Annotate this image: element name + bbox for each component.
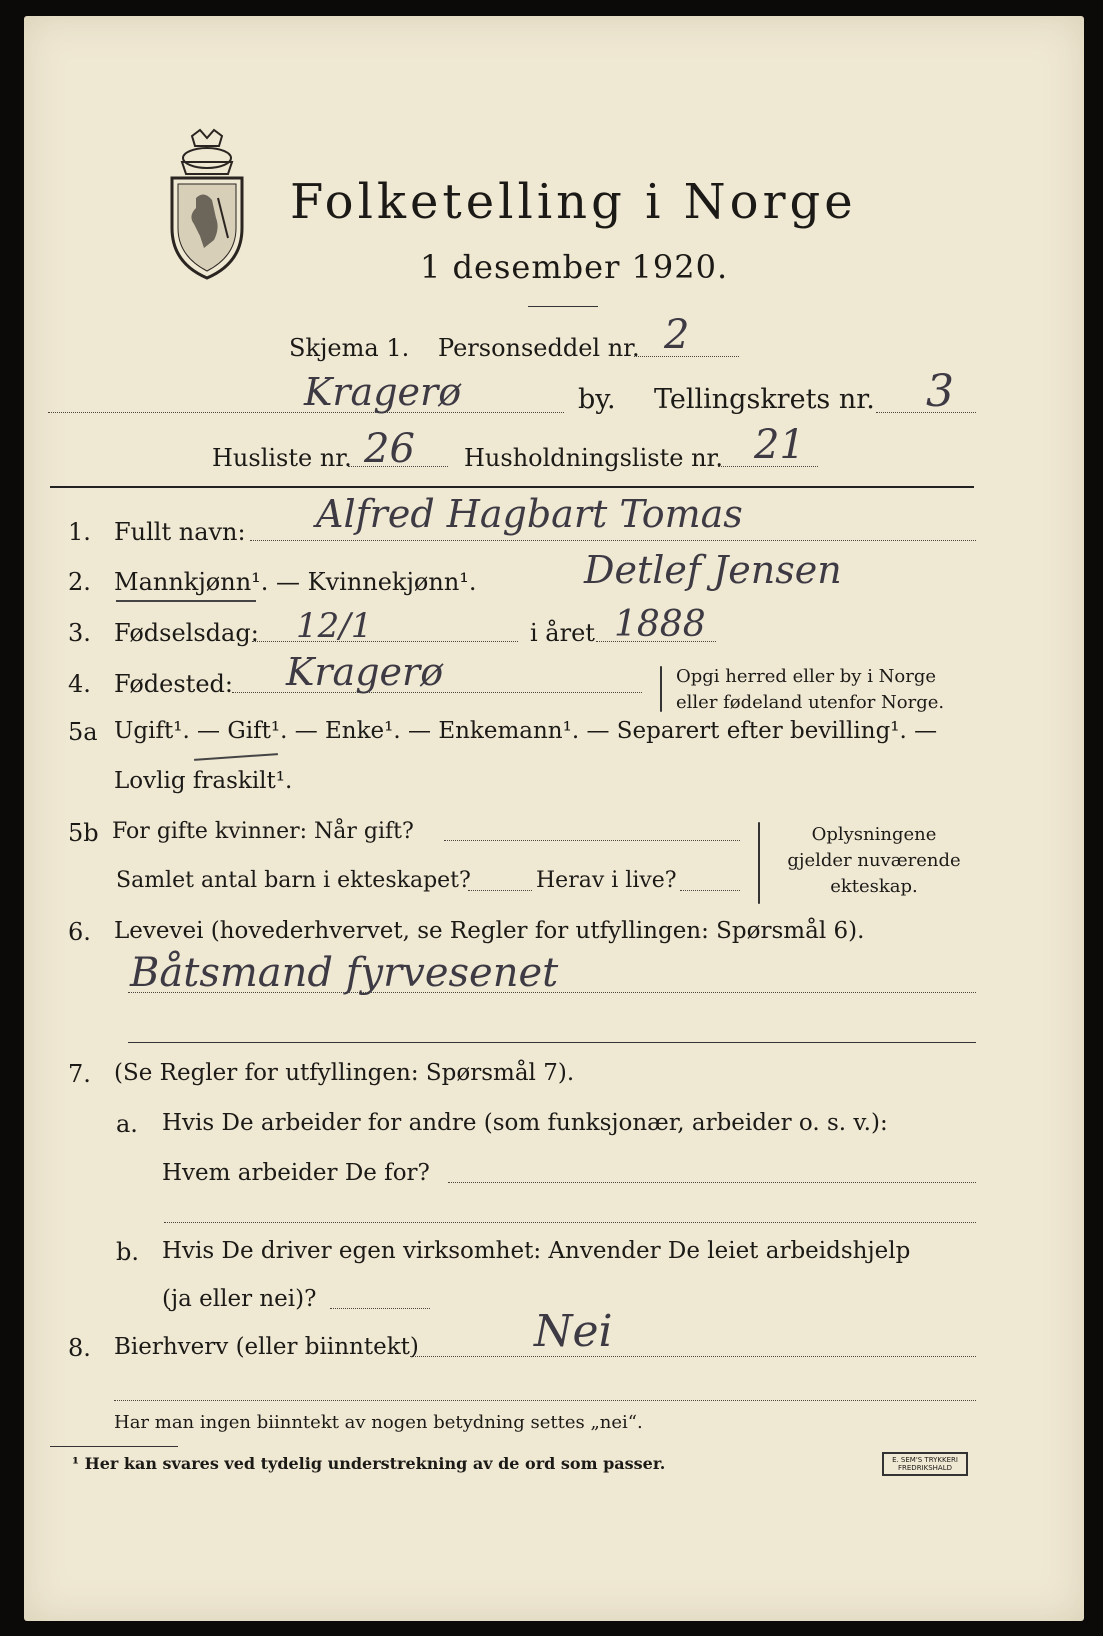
occupation-value: Båtsmand fyrvesenet	[130, 950, 559, 996]
tellingskrets-label: Tellingskrets nr.	[654, 384, 875, 415]
form-title: Folketelling i Norge	[290, 174, 857, 230]
header-divider	[50, 486, 974, 488]
q2-number: 2.	[68, 568, 91, 596]
husliste-value: 26	[364, 426, 415, 472]
schema-label: Skjema 1.	[289, 334, 410, 362]
employer-field[interactable]	[448, 1182, 976, 1183]
q7a-letter: a.	[116, 1110, 138, 1138]
marriage-note-brace	[758, 822, 760, 904]
birthplace-note-line2: eller fødeland utenfor Norge.	[676, 692, 945, 713]
employer-field-line2[interactable]	[164, 1222, 976, 1223]
census-date: 1 desember 1920.	[420, 248, 729, 286]
q3-number: 3.	[68, 619, 91, 647]
children-count-field[interactable]	[468, 890, 532, 891]
side-income-field[interactable]	[410, 1356, 976, 1357]
side-income-line2[interactable]	[114, 1400, 976, 1401]
husliste-label: Husliste nr.	[212, 444, 352, 472]
city-value: Kragerø	[304, 370, 462, 414]
footnote: ¹ Her kan svares ved tydelig understrekning av de ord som passer.	[72, 1454, 666, 1473]
birthplace-note-line1: Opgi herred eller by i Norge	[676, 666, 937, 687]
personseddel-label: Personseddel nr.	[438, 334, 640, 362]
norway-coat-of-arms-icon	[164, 128, 250, 280]
q5a-line1: Ugift¹. — Gift¹. — Enke¹. — Enkemann¹. — Separert efter bevilling¹. —	[114, 718, 938, 744]
q3-label: Fødselsdag:	[114, 619, 259, 647]
q7-label: (Se Regler for utfyllingen: Spørsmål 7).	[114, 1060, 575, 1086]
personseddel-value: 2	[664, 312, 690, 358]
side-income-note: Har man ingen biinntekt av nogen betydning settes „nei“.	[114, 1412, 643, 1433]
census-form-paper	[24, 16, 1084, 1621]
full-name-field[interactable]	[250, 540, 976, 541]
printer-stamp: E. SEM'S TRYKKERI FREDRIKSHALD	[882, 1452, 968, 1476]
fraskilt-strike	[194, 753, 278, 761]
q1-label: Fullt navn:	[114, 518, 246, 546]
footnote-divider	[50, 1446, 178, 1447]
title-divider	[528, 306, 598, 307]
q5b-line2b: Herav i live?	[536, 868, 677, 893]
marriage-note-line2: gjelder nuværende	[787, 850, 961, 871]
marriage-note-line3: ekteskap.	[830, 876, 918, 897]
q1-number: 1.	[68, 518, 91, 546]
q7b-letter: b.	[116, 1238, 139, 1266]
q7b-line1: Hvis De driver egen virksomhet: Anvender De leiet arbeidshjelp	[162, 1238, 911, 1264]
q7a-line2: Hvem arbeider De for?	[162, 1160, 430, 1186]
birthplace-value: Kragerø	[286, 650, 444, 694]
q8-number: 8.	[68, 1334, 91, 1362]
occupation-line2	[128, 1042, 976, 1043]
full-name-line1: Alfred Hagbart Tomas	[316, 492, 743, 536]
year-label: i året	[530, 619, 595, 647]
q8-label: Bierhverv (eller biinntekt)	[114, 1334, 419, 1360]
hired-help-field[interactable]	[330, 1308, 430, 1309]
children-alive-field[interactable]	[680, 890, 740, 891]
q5b-line1: For gifte kvinner: Når gift?	[112, 819, 414, 844]
marriage-note-line1: Oplysningene	[811, 824, 937, 845]
q4-label: Fødested:	[114, 670, 233, 698]
married-when-field[interactable]	[444, 840, 740, 841]
q7b-line2: (ja eller nei)?	[162, 1286, 317, 1312]
q2-label: Mannkjønn¹. — Kvinnekjønn¹.	[114, 568, 477, 596]
side-income-value: Nei	[534, 1306, 613, 1357]
husholdning-value: 21	[754, 422, 805, 468]
q5b-number: 5b	[68, 819, 99, 847]
q4-number: 4.	[68, 670, 91, 698]
by-label: by.	[578, 384, 616, 415]
q7a-line1: Hvis De arbeider for andre (som funksjonær, arbeider o. s. v.):	[162, 1110, 888, 1136]
q7-number: 7.	[68, 1060, 91, 1088]
q6-label: Levevei (hovederhvervet, se Regler for utfyllingen: Spørsmål 6).	[114, 918, 865, 944]
q5a-line2: Lovlig fraskilt¹.	[114, 768, 293, 794]
husholdning-label: Husholdningsliste nr.	[464, 444, 723, 472]
q6-number: 6.	[68, 918, 91, 946]
tellingskrets-value: 3	[926, 366, 954, 417]
birthplace-note-brace	[660, 666, 662, 712]
mannkjonn-underline	[116, 600, 256, 602]
birthday-field[interactable]	[252, 641, 518, 642]
q5b-line2a: Samlet antal barn i ekteskapet?	[116, 868, 471, 893]
full-name-line2: Detlef Jensen	[584, 548, 842, 592]
birthday-value: 12/1	[296, 606, 373, 646]
birth-year-value: 1888	[614, 604, 706, 645]
q5a-number: 5a	[68, 718, 98, 746]
